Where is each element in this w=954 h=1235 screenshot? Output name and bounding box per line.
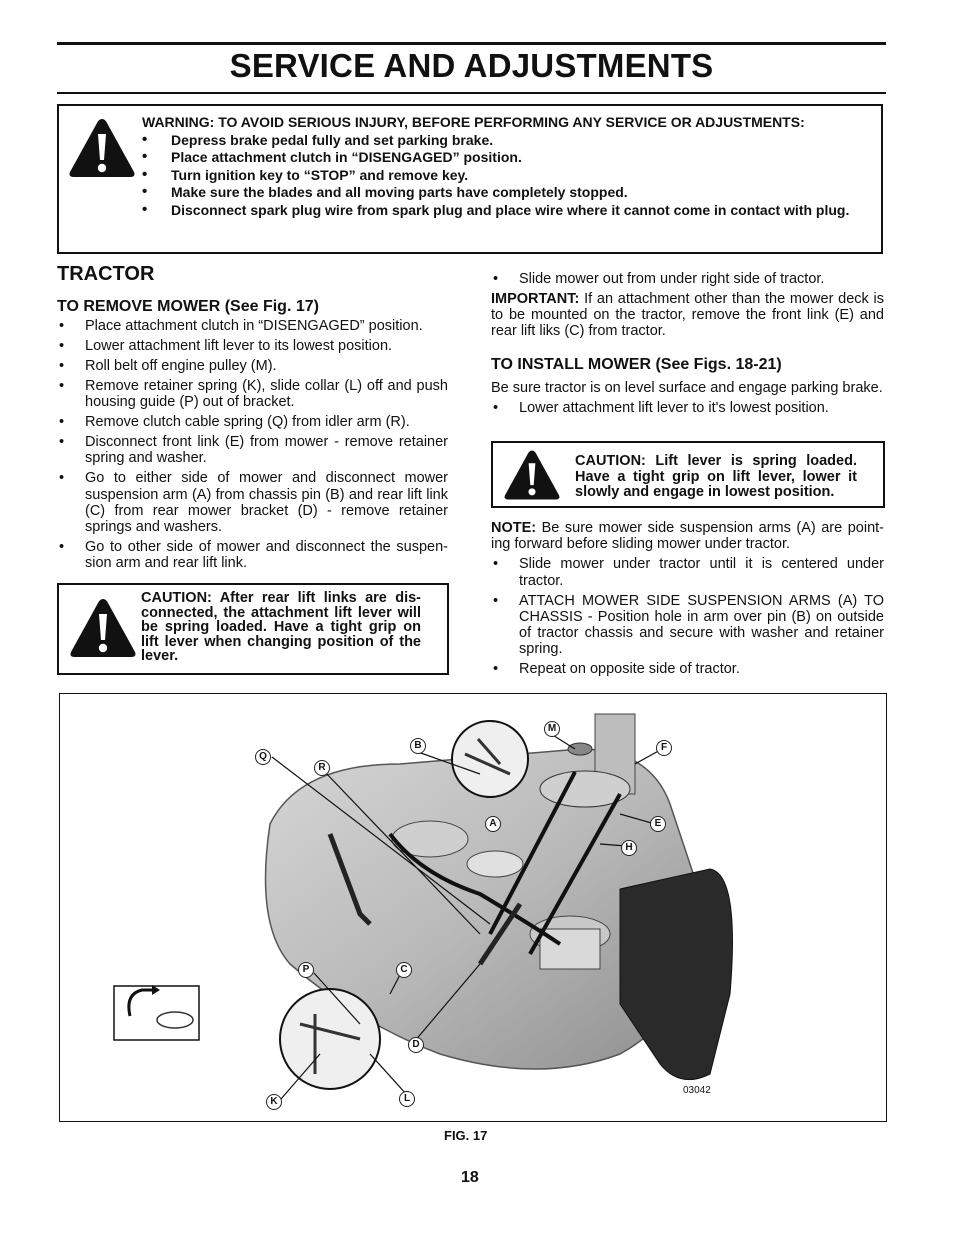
warning-triangle-icon xyxy=(68,596,138,660)
note-paragraph xyxy=(491,520,884,552)
list-item: • Repeat on opposite side of tractor. xyxy=(491,661,884,677)
list-item: • Remove clutch cable spring (Q) from idler arm (R). xyxy=(57,414,448,430)
callout-k: K xyxy=(266,1094,282,1110)
list-item: • Slide mower under tractor until it is centered under tractor. xyxy=(491,556,884,588)
callout-m: M xyxy=(544,721,560,737)
list-item: • Place attachment clutch in “DISENGAGED” position. xyxy=(57,318,448,334)
list-item: • Disconnect front link (E) from mower - remove retainer spring and washer. xyxy=(57,434,448,466)
callout-a: A xyxy=(485,816,501,832)
important-label: IMPORTANT: xyxy=(491,291,580,307)
section-title-tractor: TRACTOR xyxy=(57,263,155,285)
remove-steps-list xyxy=(57,318,448,571)
install-mower-heading: TO INSTALL MOWER (See Figs. 18-21) xyxy=(491,356,782,373)
install-step1-list xyxy=(491,400,884,416)
warning-triangle-icon xyxy=(502,448,562,502)
callout-r: R xyxy=(314,760,330,776)
caution-box-left xyxy=(57,583,449,675)
warning-triangle-icon xyxy=(67,116,137,180)
list-item: • Roll belt off engine pulley (M). xyxy=(57,358,448,374)
note-text: Be sure mower side suspension arms (A) are point-ing forward before sliding mower under tractor. xyxy=(491,520,884,553)
warning-item: • Place attachment clutch in “DISENGAGED” position. xyxy=(142,149,862,167)
top-rule xyxy=(57,42,886,45)
install-intro: Be sure tractor is on level surface and engage parking brake. xyxy=(491,380,883,396)
title-underline xyxy=(57,92,886,94)
figure-part-number: 03042 xyxy=(683,1085,711,1096)
callout-f: F xyxy=(656,740,672,756)
warning-item: • Make sure the blades and all moving parts have completely stopped. xyxy=(142,184,862,202)
list-item: • Slide mower out from under right side of tractor. xyxy=(491,271,884,287)
warning-item: • Turn ignition key to “STOP” and remove key. xyxy=(142,167,862,185)
list-item: • Remove retainer spring (K), slide collar (L) off and push housing guide (P) out of bracket. xyxy=(57,378,448,410)
caution-box-right xyxy=(491,441,885,508)
warning-item: • Disconnect spark plug wire from spark plug and place wire where it cannot come in contact with plug. xyxy=(142,202,862,220)
page-number: 18 xyxy=(461,1169,479,1186)
warning-list xyxy=(142,132,862,220)
caution-text: CAUTION: After rear lift links are dis-connected, the attachment lift lever will be spring loaded. Have a tight grip on lift lever when changing position of the lever. xyxy=(141,590,421,665)
warning-box xyxy=(57,104,883,254)
callout-d: D xyxy=(408,1037,424,1053)
list-item: • Go to either side of mower and disconnect mower suspension arm (A) from chassis pin (B) and rear lift link (C) from rear mower bracket (D) - remove retainer springs and washers. xyxy=(57,470,448,535)
warning-lead: WARNING: TO AVOID SERIOUS INJURY, BEFORE PERFORMING ANY SERVICE OR ADJUSTMENTS: xyxy=(142,114,805,130)
callout-h: H xyxy=(621,840,637,856)
remove-steps-column xyxy=(57,318,448,575)
callout-e: E xyxy=(650,816,666,832)
list-item: • Go to other side of mower and disconnect the suspen-sion arm and rear lift link. xyxy=(57,539,448,571)
install-steps-list xyxy=(491,556,884,677)
remove-mower-heading: TO REMOVE MOWER (See Fig. 17) xyxy=(57,298,319,315)
figure-17-frame xyxy=(59,693,887,1122)
page-title: SERVICE AND ADJUSTMENTS xyxy=(229,47,714,84)
important-paragraph xyxy=(491,291,884,340)
callout-c: C xyxy=(396,962,412,978)
callout-b: B xyxy=(410,738,426,754)
install-steps-column xyxy=(491,520,884,681)
slide-out-list xyxy=(491,271,884,287)
mower-deck-illustration xyxy=(60,694,886,1121)
important-text: If an attachment other than the mower deck is to be mounted on the tractor, remove the front link (E) and rear lift liks (C) from tractor. xyxy=(491,291,884,340)
install-intro-column xyxy=(491,380,884,420)
list-item: • Lower attachment lift lever to its lowest position. xyxy=(57,338,448,354)
callout-p: P xyxy=(298,962,314,978)
figure-caption: FIG. 17 xyxy=(444,1128,488,1143)
callout-l: L xyxy=(399,1091,415,1107)
warning-item: • Depress brake pedal fully and set parking brake. xyxy=(142,132,862,150)
list-item: • Lower attachment lift lever to it's lowest position. xyxy=(491,400,884,416)
caution-text: CAUTION: Lift lever is spring loaded. Have a tight grip on lift lever, lower it slowly and engage in lowest position. xyxy=(575,453,857,500)
list-item: • ATTACH MOWER SIDE SUSPENSION ARMS (A) TO CHASSIS - Position hole in arm over pin (B) on outside of tractor chassis and secure with washer and retainer spring. xyxy=(491,593,884,658)
note-label: NOTE: xyxy=(491,520,537,536)
right-column-top xyxy=(491,271,884,344)
warning-text xyxy=(142,114,862,219)
callout-q: Q xyxy=(255,749,271,765)
